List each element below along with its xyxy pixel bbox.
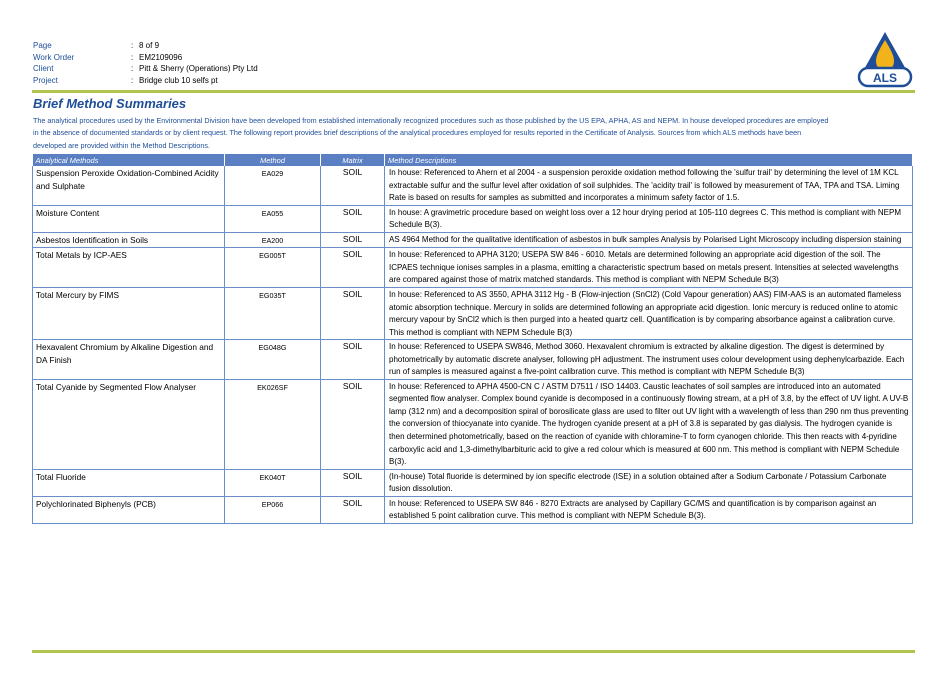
method-description-cell: (In-house) Total fluoride is determined by ion specific electrode (ISE) in a solution obtained after a Sodium Carbonate / Potassium Carbonate fusion dissolution. [385, 469, 913, 496]
table-row [33, 287, 913, 339]
meta-work-order [33, 52, 258, 64]
matrix-cell: SOIL [321, 379, 385, 469]
matrix-cell: SOIL [321, 205, 385, 232]
method-code-cell: EG005T [225, 248, 321, 288]
meta-value: Bridge club 10 selfs pt [139, 76, 218, 86]
meta-value: Pitt & Sherry (Operations) Pty Ltd [139, 64, 258, 74]
header-method-descriptions: Method Descriptions [385, 154, 913, 166]
analytical-method-cell: Total Mercury by FIMS [33, 287, 225, 339]
method-code-cell: EK026SF [225, 379, 321, 469]
method-description-cell: In house: Referenced to USEPA SW 846 - 8270 Extracts are analysed by Capillary GC/MS and quantification is by comparison against an established 5 point calibration curve. This method is compliant with NEPM Schedule B(3). [385, 496, 913, 523]
top-divider [32, 90, 915, 93]
table-row [33, 496, 913, 523]
page-title: Brief Method Summaries [33, 96, 187, 111]
method-code-cell: EK040T [225, 469, 321, 496]
method-code-cell: EA200 [225, 232, 321, 248]
matrix-cell: SOIL [321, 232, 385, 248]
method-summary-table [32, 154, 913, 524]
header-analytical-methods: Analytical Methods [33, 154, 225, 166]
method-description-cell: In house: Referenced to AS 3550, APHA 3112 Hg - B (Flow-injection (SnCl2) (Cold Vapour generation) AAS) FIM-AAS is an automated flameless atomic absorption technique. Mercury in solids are determined following an appropriate acid digestion. Ionic mercury is reduced online to atomic mercury vapour by SnCl2 which is then purged into a heated quartz cell. Quantification is by comparing absorbance against a calibration curve. This method is compliant with NEPM Schedule B(3) [385, 287, 913, 339]
matrix-cell: SOIL [321, 469, 385, 496]
meta-label: Work Order [33, 52, 75, 62]
matrix-cell: SOIL [321, 248, 385, 288]
method-description-cell: In house: Referenced to Ahern et al 2004 - a suspension peroxide oxidation method following the 'sulfur trail' by determining the level of 1M KCL extractable sulfur and the sulfur level after oxidation of soil sulphides. The 'acidity trail' is followed by measurement of TAA, TPA and TSA. Liming Rate is based on results for samples as submitted and incorporates a minimum safety factor of 1.5. [385, 166, 913, 205]
meta-page [33, 40, 258, 52]
method-code-cell: EA055 [225, 205, 321, 232]
intro-paragraph: The analytical procedures used by the Environmental Division have been developed from established internationally recognized procedures such as those published by the US EPA, APHA, AS and NEPM. In house developed procedures are employed in the absence of documented standards or by client request. The following report provides brief descriptions of the analytical procedures employed for results reported in the Certificate of Analysis. Sources from which ALS methods have been developed are provided within the Method Descriptions. [33, 116, 829, 150]
method-description-cell: In house: Referenced to APHA 3120; USEPA SW 846 - 6010. Metals are determined following an appropriate acid digestion of the soil. The ICPAES technique ionises samples in a plasma, emitting a characteristic spectrum based on metals present. Intensities at selected wavelengths are compared against those of matrix matched standards. This method is compliant with NEPM Schedule B(3) [385, 248, 913, 288]
analytical-method-cell: Hexavalent Chromium by Alkaline Digestion and DA Finish [33, 340, 225, 380]
method-code-cell: EG048G [225, 340, 321, 380]
method-code-cell: EP066 [225, 496, 321, 523]
analytical-method-cell: Moisture Content [33, 205, 225, 232]
analytical-method-cell: Total Metals by ICP-AES [33, 248, 225, 288]
table-row [33, 469, 913, 496]
als-logo-icon [855, 30, 915, 88]
analytical-method-cell: Total Cyanide by Segmented Flow Analyser [33, 379, 225, 469]
meta-value: 8 of 9 [139, 41, 160, 50]
analytical-method-cell: Polychlorinated Biphenyls (PCB) [33, 496, 225, 523]
matrix-cell: SOIL [321, 287, 385, 339]
meta-separator: : [131, 64, 134, 74]
header-method: Method [225, 154, 321, 166]
meta-client [33, 63, 258, 75]
table-row [33, 166, 913, 205]
report-meta [33, 40, 258, 87]
header-matrix: Matrix [321, 154, 385, 166]
table-row [33, 340, 913, 380]
table-row [33, 379, 913, 469]
table-row [33, 232, 913, 248]
method-description-cell: In house: Referenced to USEPA SW846, Method 3060. Hexavalent chromium is extracted by alkaline digestion. The digest is determined by photometrically by automatic discrete analyser, following pH adjustment. The instrument uses colour development using dephenylcarbazide. Each run of samples is measured against a five-point calibration curve. This method is compliant with NEPM Schedule B(3) [385, 340, 913, 380]
matrix-cell: SOIL [321, 340, 385, 380]
bottom-divider [32, 650, 915, 653]
method-code-cell: EG035T [225, 287, 321, 339]
meta-separator: : [131, 52, 134, 62]
matrix-cell: SOIL [321, 166, 385, 205]
analytical-method-cell: Total Fluoride [33, 469, 225, 496]
meta-separator: : [131, 76, 134, 86]
analytical-method-cell: Asbestos Identification in Soils [33, 232, 225, 248]
logo-text: ALS [873, 71, 897, 85]
meta-label: Client [33, 64, 54, 74]
meta-project [33, 75, 258, 87]
meta-value: EM2109096 [139, 52, 183, 62]
method-code-cell: EA029 [225, 166, 321, 205]
method-description-cell: In house: Referenced to APHA 4500-CN C / ASTM D7511 / ISO 14403. Caustic leachates of soil samples are introduced into an automated segmented flow analyser. Complex bound cyanide is decomposed in a continuously flowing stream, at a pH of 3.8, by the effect of UV light. A UV-B lamp (312 nm) and a decomposition spiral of borosilicate glass are used to filter out UV light with a wavelength of less than 290 nm thus preventing the conversion of thiocyanate into cyanide. The hydrogen cyanide present at a pH of 3.8 is separated by gas dialysis. The hydrogen cyanide is then determined photometrically, based on the reaction of cyanide with chloramine-T to form cyanogen chloride. This then reacts with 4-pyridine carboxylic acid and 1,3-dimethylbarbituric acid to give a red colour which is measured at 600 nm. This method is compliant with NEPM Schedule B(3). [385, 379, 913, 469]
method-description-cell: In house: A gravimetric procedure based on weight loss over a 12 hour drying period at 105-110 degrees C. This method is compliant with NEPM Schedule B(3). [385, 205, 913, 232]
method-description-cell: AS 4964 Method for the qualitative identification of asbestos in bulk samples Analysis by Polarised Light Microscopy including dispersion staining [385, 232, 913, 248]
meta-separator: : [131, 41, 134, 50]
table-row [33, 248, 913, 288]
matrix-cell: SOIL [321, 496, 385, 523]
table-row [33, 205, 913, 232]
meta-label: Page [33, 41, 52, 50]
analytical-method-cell: Suspension Peroxide Oxidation-Combined Acidity and Sulphate [33, 166, 225, 205]
table-header-row [33, 154, 913, 166]
meta-label: Project [33, 76, 58, 86]
